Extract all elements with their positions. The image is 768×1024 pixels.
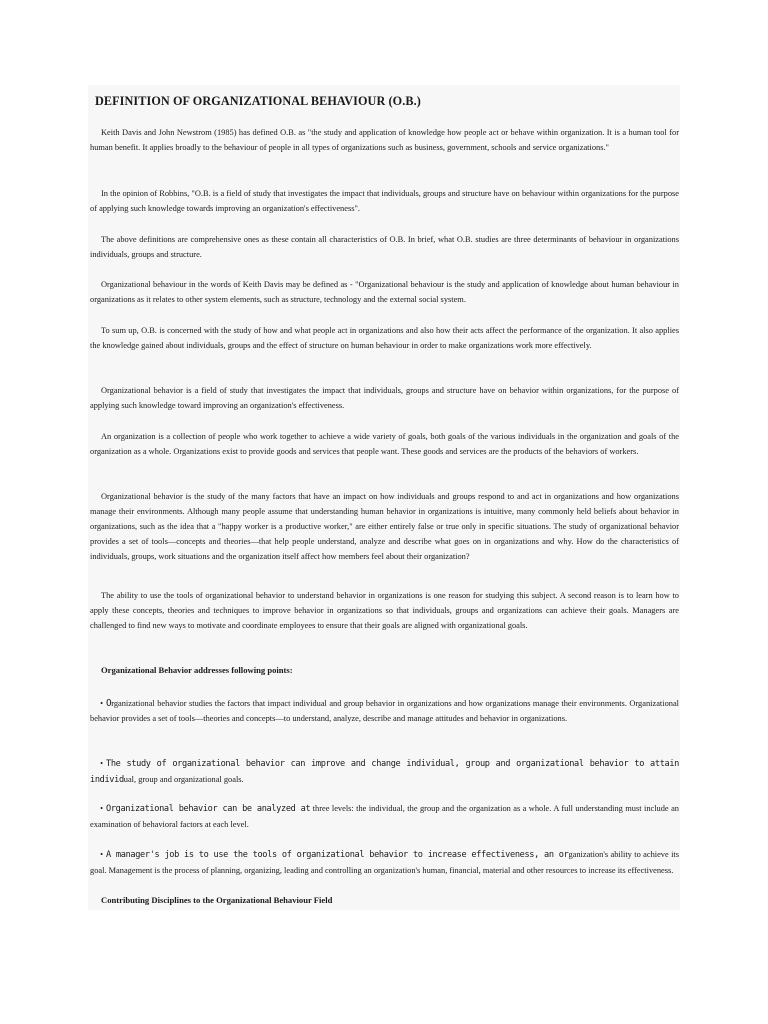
paragraph-field-of-study: Organizational behavior is a field of study that investigates the impact that individuals, groups and structure have on behavior within organizations, for the purpose of applying such knowledge toward improving an organization's effectiveness. bbox=[90, 386, 679, 410]
bullet-marker: • bbox=[100, 804, 103, 813]
bullet-marker: • bbox=[100, 759, 103, 768]
paragraph-sum-up: To sum up, O.B. is concerned with the study of how and what people act in organizations and also how their acts affect the performance of the organization. It also applies the knowledge gained about individuals, groups and the effect of structure on human behaviour in order to make organizations work more effectively. bbox=[90, 326, 679, 350]
paragraph-robbins: In the opinion of Robbins, "O.B. is a field of study that investigates the impact that individuals, groups and structure have on behaviour within organizations for the purpose of applying such knowledge towards improving an organization's effectiveness". bbox=[90, 189, 679, 213]
paragraph-definitions-summary: The above definitions are comprehensive ones as these contain all characteristics of O.B. In brief, what O.B. studies are three determinants of behaviour in organizations individuals, groups and structure. bbox=[90, 235, 679, 259]
bullet-marker: • bbox=[100, 699, 103, 708]
bullet-point-4: • A manager's job is to use the tools of organizational behavior to increase effectiveness, an organization's ability to achieve its goal. Management is the process of planning, organizing, leading and controlling an organization's human, financial, material and other resources to increase its effectiveness. bbox=[90, 847, 679, 878]
document-page bbox=[88, 85, 680, 910]
document-title: DEFINITION OF ORGANIZATIONAL BEHAVIOUR (O.B.) bbox=[95, 94, 421, 108]
paragraph-study-of-factors: Organizational behavior is the study of the many factors that have an impact on how individuals and groups respond to and act in organizations and how organizations manage their environments. Although many people assume that understanding human behavior in organizations is intuitive, many commonly held beliefs about behavior in organizations, such as the idea that a "happy worker is a productive worker," are either entirely false or true only in specific situations. The study of organizational behavior provides a set of tools—concepts and theories—that help people understand, analyze and describe what goes on in organizations and why. How do the characteristics of individuals, groups, work situations and the organization itself affect how members feel about their organization? bbox=[90, 492, 679, 561]
paragraph-keith-davis: Organizational behaviour in the words of Keith Davis may be defined as - "Organizational behaviour is the study and application of knowledge about human behaviour in organizations as it relates to other system elements, such as structure, technology and the external social system. bbox=[90, 280, 679, 304]
bullet-point-2: • The study of organizational behavior can improve and change individual, group and organizational behavior to attain individual, group and organizational goals. bbox=[90, 756, 679, 788]
paragraph-davis-newstrom: Keith Davis and John Newstrom (1985) has defined O.B. as "the study and application of knowledge how people act or behave within organization. It is a human tool for human benefit. It applies broadly to the behaviour of people in all types of organizations such as business, government, schools and service organizations." bbox=[90, 128, 679, 152]
section-heading-contributing-disciplines: Contributing Disciplines to the Organizational Behaviour Field bbox=[101, 895, 333, 905]
bullet-point-3: • Organizational behavior can be analyzed at three levels: the individual, the group and the organization as a whole. A full understanding must include an examination of behavioral factors at each level. bbox=[90, 801, 679, 832]
paragraph-organization-definition: An organization is a collection of people who work together to achieve a wide variety of goals, both goals of the various individuals in the organization and goals of the organization as a whole. Organizations exist to provide goods and services that people want. These goods and services are the products of the behaviors of workers. bbox=[90, 432, 679, 456]
bullet-point-1: • Organizational behavior studies the factors that impact individual and group behavior in organizations and how organizations manage their environments. Organizational behavior provides a set of tools—theories and concepts—to understand, analyze, describe and manage attitudes and behavior in organizations. bbox=[90, 698, 679, 723]
bullet-marker: • bbox=[100, 850, 103, 859]
points-heading: Organizational Behavior addresses following points: bbox=[101, 665, 293, 675]
paragraph-ability-to-use-tools: The ability to use the tools of organizational behavior to understand behavior in organizations is one reason for studying this subject. A second reason is to learn how to apply these concepts, theories and techniques to improve behavior in organizations so that individuals, groups and organizations can achieve their goals. Managers are challenged to find new ways to motivate and coordinate employees to ensure that their goals are aligned with organizational goals. bbox=[90, 591, 679, 630]
